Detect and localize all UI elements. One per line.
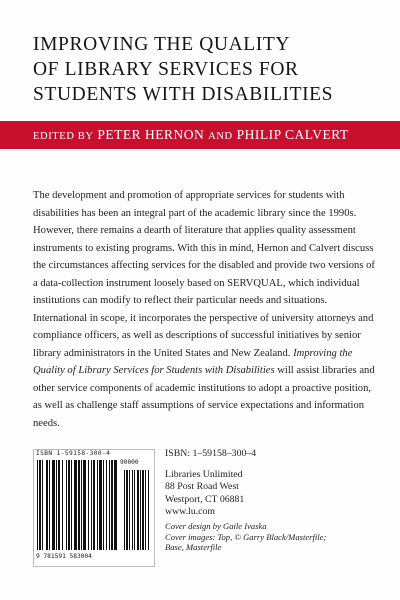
barcode-addon-stripe xyxy=(124,470,125,550)
barcode-stripe xyxy=(56,460,57,550)
barcode-addon-stripe xyxy=(134,470,135,550)
isbn-barcode xyxy=(33,449,155,567)
barcode-stripe xyxy=(62,460,63,550)
cover-credits xyxy=(165,521,326,553)
barcode-addon-stripe xyxy=(145,470,146,550)
barcode-stripe xyxy=(103,460,104,550)
barcode-stripe xyxy=(97,460,98,550)
barcode-stripe xyxy=(66,460,67,550)
editor-name-1: PETER HERNON xyxy=(97,127,205,142)
editors-line xyxy=(33,127,349,143)
barcode-stripe xyxy=(37,460,38,550)
barcode-stripe xyxy=(99,460,102,550)
isbn-text: ISBN: 1–59158–300–4 xyxy=(165,448,257,459)
barcode-stripe xyxy=(83,460,86,550)
barcode-digits: 9 781591 583004 xyxy=(36,553,92,560)
description-part-1: The development and promotion of appropriate services for students with disabilities has been an integral part of the academic library since the 1990s. However, there remains a dearth of literature that applies quality assessment instruments to existing programs. With this in mind, Hernon and Calvert discuss the circumstances affecting services for the disabled and provide two versions of a data-collection instrument loosely based on SERVQUAL, which individual institutions can modify to reflect their particular needs and situations. International in scope, it incorporates the perspective of university attorneys and compliance officers, as well as descriptions of successful initiatives by senior library administrators in the United States and New Zealand. xyxy=(33,190,375,359)
publisher-street: 88 Post Road West xyxy=(165,481,239,492)
barcode-addon-stripe xyxy=(140,470,141,550)
barcode-addon-stripe xyxy=(129,470,130,550)
title-line-3: STUDENTS WITH DISABILITIES xyxy=(33,84,334,105)
barcode-stripe xyxy=(91,460,92,550)
publisher-name: Libraries Unlimited xyxy=(165,468,243,480)
credit-design: Cover design by Gaile Ivaska xyxy=(165,521,267,531)
barcode-stripe xyxy=(81,460,82,550)
barcode-stripe xyxy=(52,460,55,550)
publisher-city: Westport, CT 06881 xyxy=(165,493,245,505)
barcode-stripe xyxy=(71,460,72,550)
barcode-addon-stripe xyxy=(148,470,149,550)
barcode-stripe xyxy=(46,460,48,550)
barcode-stripe xyxy=(109,460,110,550)
barcode-stripe xyxy=(74,460,77,550)
title-line-2: OF LIBRARY SERVICES FOR xyxy=(33,59,299,80)
barcode-stripe xyxy=(106,460,107,550)
book-title xyxy=(33,32,383,107)
description-book-title: Improving the Quality of Library Services for Students with Disabilities xyxy=(33,347,353,376)
barcode-stripe xyxy=(78,460,80,550)
barcode-addon-stripe xyxy=(137,470,139,550)
publisher-info xyxy=(165,448,256,519)
barcode-stripe xyxy=(68,460,70,550)
barcode-stripe xyxy=(49,460,50,550)
barcode-bars xyxy=(36,460,152,552)
barcode-stripe xyxy=(111,460,113,550)
barcode-stripe xyxy=(39,460,41,550)
title-line-1: IMPROVING THE QUALITY xyxy=(33,34,291,55)
barcode-stripe xyxy=(88,460,89,550)
barcode-addon-stripe xyxy=(126,470,128,550)
barcode-stripe xyxy=(58,460,60,550)
editor-name-2: PHILIP CALVERT xyxy=(236,127,349,142)
barcode-stripe xyxy=(42,460,43,550)
description-part-2: will assist libraries and other service components of academic institutions to adopt a proactive position, as well as challenge staff assumptions of service expectations and information needs. xyxy=(33,365,375,429)
barcode-addon-stripe xyxy=(132,470,133,550)
credit-images-base: Base, Masterfile xyxy=(165,542,222,552)
publisher-website: www.lu.com xyxy=(165,506,215,517)
credit-images: Cover images: Top, © Garry Black/Masterfile; xyxy=(165,531,327,542)
barcode-stripe xyxy=(93,460,95,550)
edited-by-label: EDITED BY xyxy=(33,131,94,142)
barcode-isbn-label: ISBN 1-59158-300-4 xyxy=(36,450,111,457)
barcode-addon-digits: 90000 xyxy=(120,459,139,466)
barcode-addon-stripe xyxy=(142,470,144,550)
book-description xyxy=(33,187,379,432)
editors-conjunction: AND xyxy=(208,131,233,142)
barcode-stripe xyxy=(114,460,117,550)
